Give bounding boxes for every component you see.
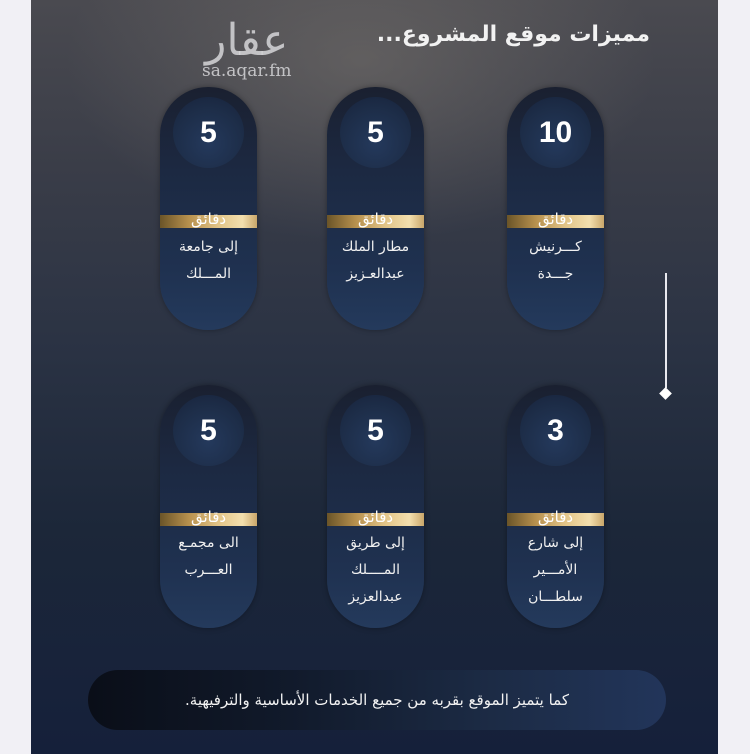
minutes-unit: دقائق xyxy=(357,210,394,228)
feature-card-arab-mall xyxy=(160,385,257,628)
minutes-circle xyxy=(520,97,591,168)
minutes-value: 5 xyxy=(200,115,217,149)
minutes-circle xyxy=(520,395,591,466)
footer-text: كما يتميز الموقع بقربه من جميع الخدمات الأساسية والترفيهية. xyxy=(185,691,569,709)
minutes-unit: دقائق xyxy=(357,508,394,526)
page-title: مميزات موقع المشروع... xyxy=(376,22,650,47)
feature-card-prince-sultan-street xyxy=(507,385,604,628)
minutes-value: 5 xyxy=(200,413,217,447)
destination-text: إلى شارع الأمـــير سلطـــان xyxy=(527,535,584,605)
feature-card-airport xyxy=(327,87,424,330)
destination-text: إلى طريق المــــلك عبدالعزيز xyxy=(346,535,405,605)
decorative-line xyxy=(665,273,667,388)
diamond-icon xyxy=(659,387,672,400)
aqar-watermark xyxy=(202,15,292,81)
footer-banner xyxy=(88,670,666,730)
minutes-circle xyxy=(340,395,411,466)
minutes-unit: دقائق xyxy=(190,210,227,228)
feature-card-king-abdulaziz-road xyxy=(327,385,424,628)
minutes-value: 3 xyxy=(547,413,564,447)
aqar-logo: عقار xyxy=(205,15,289,66)
minutes-value: 10 xyxy=(538,115,573,149)
minutes-circle xyxy=(173,395,244,466)
minutes-value: 5 xyxy=(367,413,384,447)
destination-text: الى مجمـع العـــرب xyxy=(178,535,239,578)
feature-card-corniche xyxy=(507,87,604,330)
minutes-unit: دقائق xyxy=(190,508,227,526)
minutes-unit: دقائق xyxy=(537,508,574,526)
minutes-unit: دقائق xyxy=(537,210,574,228)
destination-text: كـــرنيش جـــدة xyxy=(529,239,582,282)
minutes-value: 5 xyxy=(367,115,384,149)
minutes-circle xyxy=(340,97,411,168)
poster xyxy=(31,0,718,754)
aqar-url: sa.aqar.fm xyxy=(202,61,292,81)
minutes-circle xyxy=(173,97,244,168)
destination-text: مطار الملك عبدالعـزيز xyxy=(341,239,410,282)
destination-text: إلى جامعة المـــلك xyxy=(179,239,238,282)
feature-card-university xyxy=(160,87,257,330)
